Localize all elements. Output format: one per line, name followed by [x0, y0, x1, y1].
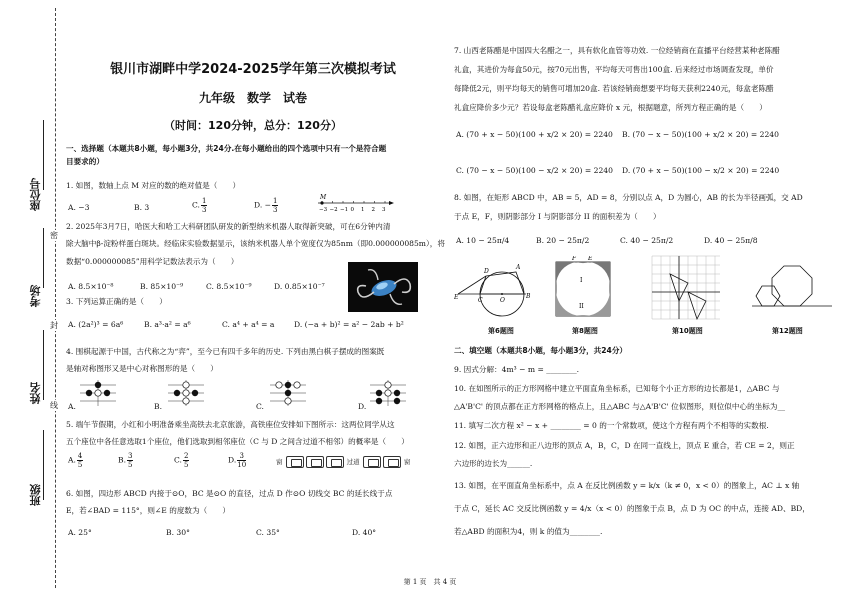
q9-text: 9. 因式分解：4m³ − m = ________.: [454, 365, 580, 374]
q7-option-b: B. (70 − x − 50)(100 + x/2 × 20) = 2240: [622, 130, 779, 139]
figure-12-caption: 第12题图: [772, 327, 803, 335]
binding-gutter: [0, 0, 62, 595]
seat-c: [326, 456, 344, 468]
q4-option-b: B.: [154, 402, 162, 411]
q2-line2: 除大脑中β-淀粉样蛋白斑块。经临床实验数据显示，该纳米机器人单个宽度仅为85nm（即0.000000085m），将: [66, 239, 445, 248]
q12-line2: 六边形的边长为______.: [454, 459, 533, 468]
q7-line1: 7. 山西老陈醋是中国四大名醋之一，具有软化血管等功效. 一位经销商在直播平台经营某种老陈醋: [454, 46, 780, 55]
go-pattern-c: [268, 378, 308, 408]
q2-option-a: A. 8.5×10⁻⁸: [68, 282, 114, 291]
q10-line1: 10. 在如图所示的正方形网格中建立平面直角坐标系，已知每个小正方形的边长都是1，△ABC 与: [454, 384, 780, 393]
q5-line1: 5. 端午节假期，小红和小明准备乘坐高铁去北京旅游，高铁座位安排如下图所示：这两位同学从这: [66, 420, 395, 429]
aisle-label: 过道: [346, 458, 360, 466]
seal-char-feng: 封: [50, 321, 58, 330]
svg-text:C: C: [478, 297, 483, 304]
q5-option-a: A. $\frac{4}{5}$: [68, 452, 83, 469]
name-label: 姓名: [29, 382, 42, 404]
q7-line3: 每降低2元，则平均每天的销售可增加20盒. 若该经销商想要平均每天获利2240元，每盒老陈醋: [454, 84, 774, 93]
q1-option-a: A. −3: [68, 203, 90, 212]
svg-text:D: D: [484, 268, 489, 275]
q3-option-c: C. a⁴ + a⁴ = a: [222, 320, 275, 329]
q8-option-b: B. 20 − 25π/2: [536, 236, 590, 245]
axis-tick-label: 0: [350, 207, 354, 213]
q6-option-c: C. 35°: [256, 528, 280, 537]
svg-text:F: F: [572, 256, 577, 262]
exam-title: 银川市湖畔中学2024-2025学年第三次模拟考试: [110, 62, 396, 77]
q8-option-a: A. 10 − 25π/4: [456, 236, 510, 245]
q4-line1: 4. 围棋起源于中国，古代称之为“弈”，至今已有四千多年的历史. 下列由黑白棋子摆成的图案既: [66, 347, 385, 356]
point-m-dot: [320, 201, 323, 204]
q6-option-b: B. 30°: [166, 528, 190, 537]
figure-8-caption: 第8题图: [572, 327, 598, 335]
svg-text:II: II: [579, 303, 584, 310]
q7-option-c: C. (70 − x − 50)(100 − x/2 × 20) = 2240: [456, 166, 613, 175]
q5-line2: 五个座位中各任意选取1个座位，他们选取到相邻座位（C 与 D 之间含过道不相邻）的概率是（ ）: [66, 437, 409, 446]
axis-tick-label: 2: [371, 207, 375, 213]
q5-option-b: B. $\frac{3}{5}$: [118, 452, 133, 469]
q2-line1: 2. 2025年3月7日，哈医大和哈工大科研团队研发的新型纳米机器人取得新突破，可在6分钟内清: [66, 222, 391, 231]
go-pattern-a: [78, 378, 118, 408]
q4-option-d: D.: [358, 402, 367, 411]
q4-line2: 是轴对称图形又是中心对称图形的是（ ）: [66, 364, 218, 373]
q1-option-c: C. $\frac{1}{3}$: [192, 197, 207, 214]
svg-text:E: E: [454, 294, 459, 301]
class-label: 班级: [29, 484, 42, 506]
section1-heading-cont: 目要求的）: [66, 157, 104, 166]
q8-line2: 于点 E，F，则阴影部分 I 与阴影部分 II 的面积差为（ ）: [454, 212, 661, 221]
axis-tick-label: −1: [340, 207, 349, 213]
q5-option-c: C. $\frac{2}{5}$: [174, 452, 189, 469]
seat-e: [383, 456, 401, 468]
svg-text:B: B: [526, 293, 531, 300]
svg-text:E: E: [588, 256, 593, 262]
room-underline: [43, 228, 44, 288]
q10-line2: △A'B'C' 的顶点都在正方形网格的格点上，且△ABC 与△A'B'C' 位似图形，则位似中心的坐标为__: [454, 402, 786, 411]
q8-line1: 8. 如图，在矩形 ABCD 中，AB = 5，AD = 8，分别以点 A，D 为圆心，AB 的长为半径画弧，交 AD: [454, 193, 803, 202]
q3-stem: 3. 下列运算正确的是（ ）: [66, 297, 167, 306]
q13-line1: 13. 如图，在平面直角坐标系中，点 A 在反比例函数 y = k/x（k ≠ 0，x < 0）的图象上，AC ⊥ x 轴: [454, 481, 800, 490]
q7-line4: 礼盒应降价多少元？若设每盒老陈醋礼盒应降价 x 元，根据题意，所列方程正确的是（ ）: [454, 103, 767, 112]
section2-heading: 二、填空题（本题共8小题，每小题3分，共24分）: [454, 346, 628, 355]
seat-d: [363, 456, 381, 468]
q2-line3: 数据“0.000000085”用科学记数法表示为（ ）: [66, 257, 239, 266]
seal-char-xian: 线: [50, 401, 58, 410]
go-pattern-d: [368, 378, 408, 408]
q4-option-c: C.: [256, 402, 264, 411]
seat-b: [306, 456, 324, 468]
figure-12-polygons: [750, 262, 834, 318]
q6-line1: 6. 如图，四边形 ABCD 内接于⊙O，BC 是⊙O 的直径，过点 D 作⊙O 切线交 BC 的延长线于点: [66, 489, 393, 498]
q1-option-b: B. 3: [134, 203, 150, 212]
nanorobot-image: [348, 262, 418, 312]
window-label-right: 窗: [403, 458, 411, 466]
figure-8-rectangle: [548, 256, 618, 324]
go-pattern-b: [166, 378, 206, 408]
seat-number-label: 座位号: [29, 178, 42, 211]
q13-line2: 于点 C，延长 AC 交反比例函数 y = 4/x（x < 0）的图象于点 B，点 D 为 OC 的中点，连接 AD、BD，: [454, 504, 810, 513]
q5-option-d: D. $\frac{3}{10}$: [228, 452, 247, 469]
page-footer: 第 1 页 共 4 页: [403, 578, 457, 586]
q6-option-d: D. 40°: [352, 528, 377, 537]
q2-option-b: B. 85×10⁻⁹: [140, 282, 184, 291]
q7-option-d: D. (70 + x − 50)(100 − x/2 × 20) = 2240: [622, 166, 780, 175]
axis-tick-label: 3: [382, 207, 386, 213]
q3-option-d: D. (−a + b)² = a² − 2ab + b²: [294, 320, 404, 329]
svg-text:A: A: [516, 264, 521, 271]
seal-dashed-line: [55, 8, 56, 588]
section1-heading: 一、选择题（本题共8小题，每小题3分，共24分.在每小题给出的四个选项中只有一个是符合题: [66, 144, 387, 153]
train-seat-diagram: [276, 456, 410, 468]
q12-line1: 12. 如图，正六边形和正八边形的顶点 A，B，C，D 在同一直线上，顶点 E 重合，若 CE = 2，则正: [454, 441, 795, 450]
figure-6-circle: [454, 256, 544, 324]
exam-subtitle: 九年级 数学 试卷: [198, 91, 307, 105]
q8-option-d: D. 40 − 25π/8: [704, 236, 758, 245]
q7-option-a: A. (70 + x − 50)(100 + x/2 × 20) = 2240: [456, 130, 613, 139]
q7-line2: 礼盒，其进价为每盒50元，按70元出售，平均每天可售出100盒. 后来经过市场调查发现，单价: [454, 65, 774, 74]
figure-10-grid: [650, 254, 722, 324]
window-label-left: 窗: [276, 458, 283, 466]
axis-tick-label: −2: [329, 207, 338, 213]
q4-option-a: A.: [68, 402, 76, 411]
axis-tick-label: −3: [319, 207, 328, 213]
q6-option-a: A. 25°: [68, 528, 92, 537]
seal-char-mi: 密: [50, 231, 58, 240]
figure-6-caption: 第6题图: [488, 327, 514, 335]
q1-option-d: D. − $\frac{1}{3}$: [254, 197, 278, 214]
exam-room-label: 考场: [29, 285, 42, 307]
svg-text:I: I: [580, 277, 583, 284]
q13-line3: 若△ABD 的面积为4，则 k 的值为________.: [454, 527, 603, 536]
figure-10-caption: 第10题图: [672, 327, 703, 335]
q2-option-c: C. 8.5×10⁻⁹: [206, 282, 252, 291]
point-m-label: M: [320, 194, 327, 201]
seat-a: [286, 456, 304, 468]
svg-text:O: O: [500, 297, 505, 304]
exam-time-info: （时间：120分钟，总分：120分）: [164, 119, 342, 132]
q6-line2: E，若∠BAD = 115°，则∠E 的度数为（ ）: [66, 506, 230, 515]
number-line-figure: [316, 193, 396, 219]
axis-tick-label: 1: [361, 207, 365, 213]
q3-option-a: A. (2a²)³ = 6a⁶: [68, 320, 124, 329]
q3-option-b: B. a³·a² = a⁶: [144, 320, 191, 329]
q1-stem: 1. 如图，数轴上点 M 对应的数的绝对值是（ ）: [66, 181, 241, 190]
q8-option-c: C. 40 − 25π/2: [620, 236, 674, 245]
q11-text: 11. 填写二次方程 x² − x + ________ = 0 的一个常数项，使这个方程有两个不相等的实数根.: [454, 421, 769, 430]
q2-option-d: D. 0.85×10⁻⁷: [274, 282, 325, 291]
